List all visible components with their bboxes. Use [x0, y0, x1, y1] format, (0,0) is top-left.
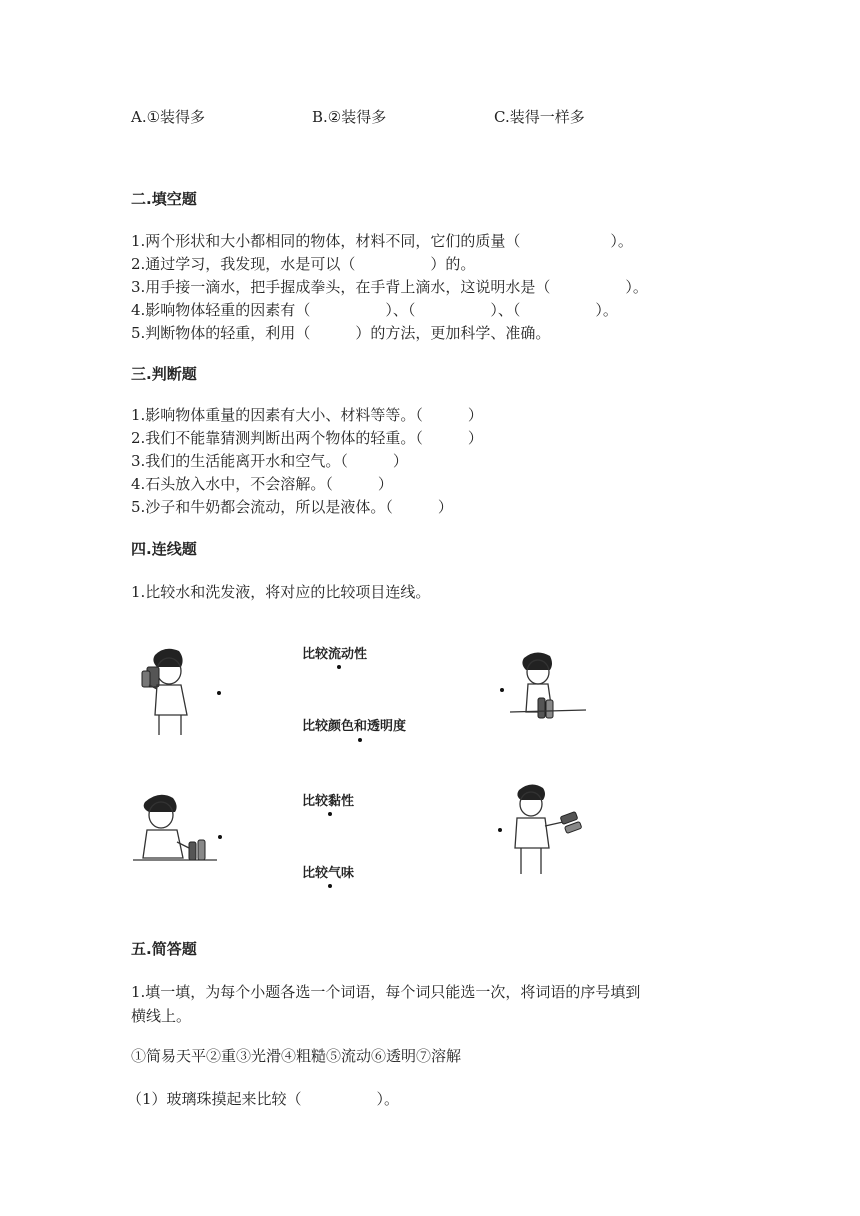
section-heading-true-false: 三.判断题: [131, 365, 197, 383]
short-answer-sub-question-1: （1）玻璃珠摸起来比较（ ）。: [127, 1090, 400, 1108]
match-label-viscosity: 比较黏性: [302, 794, 355, 809]
judge-question-2: 2.我们不能靠猜测判断出两个物体的轻重。（ ）: [131, 429, 483, 447]
short-answer-question-line-1: 1.填一填，为每个小题各选一个词语，每个词只能选一次，将词语的序号填到: [131, 983, 641, 1001]
judge-question-5: 5.沙子和牛奶都会流动，所以是液体。（ ）: [131, 498, 453, 516]
fill-question-2: 2.通过学习，我发现，水是可以（ ）的。: [131, 255, 476, 273]
section-heading-fill-in: 二.填空题: [131, 190, 197, 208]
judge-question-4: 4.石头放入水中，不会溶解。（ ）: [131, 475, 393, 493]
match-label-color-transparency: 比较颜色和透明度: [302, 719, 407, 734]
section-heading-short-answer: 五.简答题: [131, 940, 197, 958]
match-dot-fluidity[interactable]: [337, 665, 341, 669]
fill-question-3: 3.用手接一滴水，把手握成拳头，在手背上滴水，这说明水是（ ）。: [131, 278, 648, 296]
match-dot-smell[interactable]: [328, 884, 332, 888]
fill-question-5: 5.判断物体的轻重，利用（ ）的方法，更加科学、准确。: [131, 324, 551, 342]
match-dot-color-transparency[interactable]: [358, 738, 362, 742]
option-c: C.装得一样多: [494, 108, 585, 126]
match-label-fluidity: 比较流动性: [302, 647, 368, 662]
boy-comparing-bottles-illustration: [133, 790, 218, 885]
match-dot-viscosity[interactable]: [328, 812, 332, 816]
judge-question-3: 3.我们的生活能离开水和空气。（ ）: [131, 452, 408, 470]
option-b: B.②装得多: [312, 108, 387, 126]
boy-shaking-bottles-illustration: [505, 782, 590, 877]
match-label-smell: 比较气味: [302, 866, 355, 881]
boy-observing-bottle-illustration: [133, 645, 213, 740]
match-dot-girl-smelling[interactable]: [500, 688, 504, 692]
matching-question: 1.比较水和洗发液，将对应的比较项目连线。: [131, 583, 431, 601]
option-a: A.①装得多: [131, 108, 206, 126]
fill-question-4: 4.影响物体轻重的因素有（ ）、（ ）、（ ）。: [131, 301, 618, 319]
girl-smelling-bottle-illustration: [508, 650, 588, 730]
match-dot-boy-shaking[interactable]: [498, 828, 502, 832]
fill-question-1: 1.两个形状和大小都相同的物体，材料不同，它们的质量（ ）。: [131, 232, 633, 250]
word-bank: ①简易天平②重③光滑④粗糙⑤流动⑥透明⑦溶解: [131, 1047, 462, 1065]
match-dot-boy-comparing[interactable]: [218, 835, 222, 839]
match-dot-boy-observing[interactable]: [217, 691, 221, 695]
judge-question-1: 1.影响物体重量的因素有大小、材料等等。（ ）: [131, 406, 483, 424]
short-answer-question-line-2: 横线上。: [131, 1007, 192, 1025]
section-heading-matching: 四.连线题: [131, 540, 197, 558]
